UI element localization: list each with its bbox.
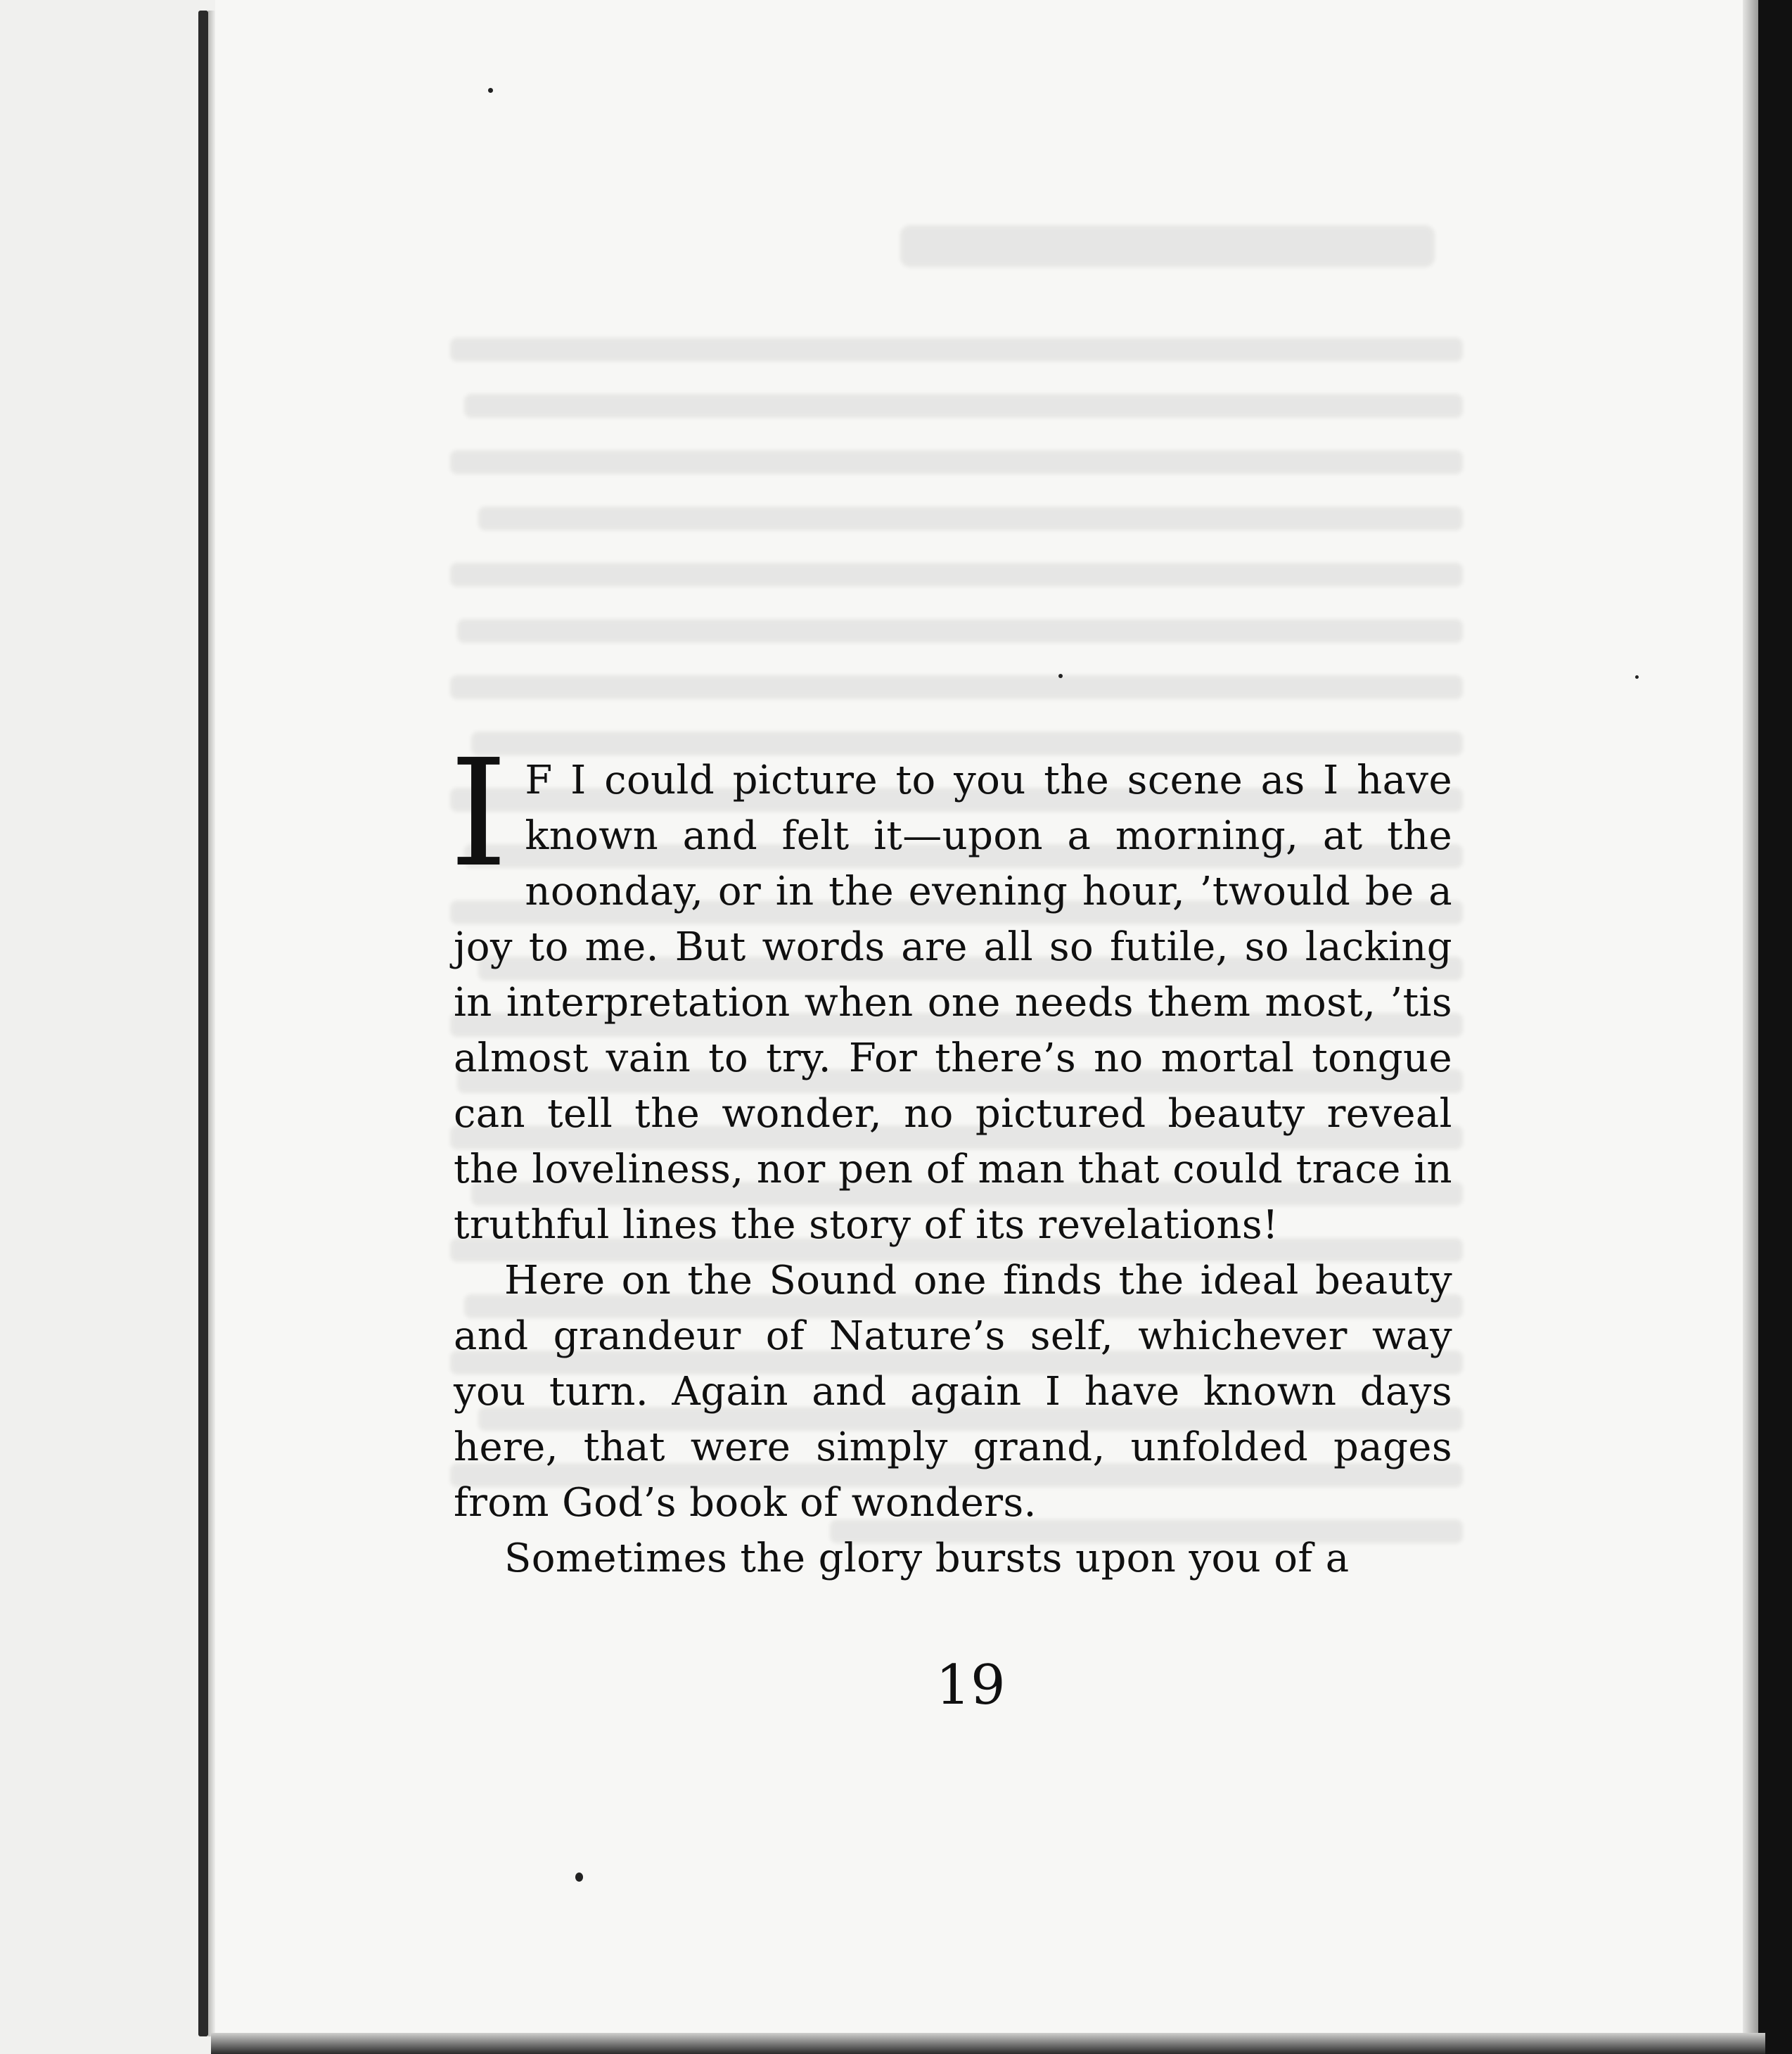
page-edge-shadow bbox=[1743, 0, 1758, 2040]
left-page-margin bbox=[0, 0, 200, 2054]
scan-border-right bbox=[1758, 0, 1792, 2054]
ink-speck bbox=[1058, 674, 1063, 678]
paragraph-1 bbox=[449, 727, 1452, 1253]
gutter-shadow bbox=[208, 11, 215, 2036]
ink-speck bbox=[1635, 675, 1639, 679]
scan-border-bottom bbox=[211, 2033, 1765, 2054]
ink-speck bbox=[488, 88, 493, 93]
paragraph-1-text: F I could picture to you the scene as I have known and felt it—upon a morning, at the noonday, or in the evening hour, ’twould be a joy to me. But words are all so futile, so lacking in interpretation when one needs them most, ’tis almost vain to try. For there’s no mortal tongue can tell the wonder, no pictured beauty reveal the loveliness, nor pen of man that could trace in truthful lines the story of its revelations! bbox=[454, 758, 1452, 1248]
ink-speck bbox=[575, 1873, 583, 1882]
paragraph-3: Sometimes the glory bursts upon you of a bbox=[504, 1536, 1350, 1581]
page-body-text bbox=[449, 727, 1452, 1586]
page-number: 19 bbox=[935, 1654, 1006, 1717]
paragraph-2: Here on the Sound one finds the ideal beauty and grandeur of Nature’s self, whichever way you turn. Again and again I have known days here, that were simply grand, unfolded pages from God’s book of wonders. bbox=[454, 1258, 1452, 1526]
book-gutter bbox=[198, 11, 208, 2036]
drop-cap: I bbox=[449, 727, 508, 900]
